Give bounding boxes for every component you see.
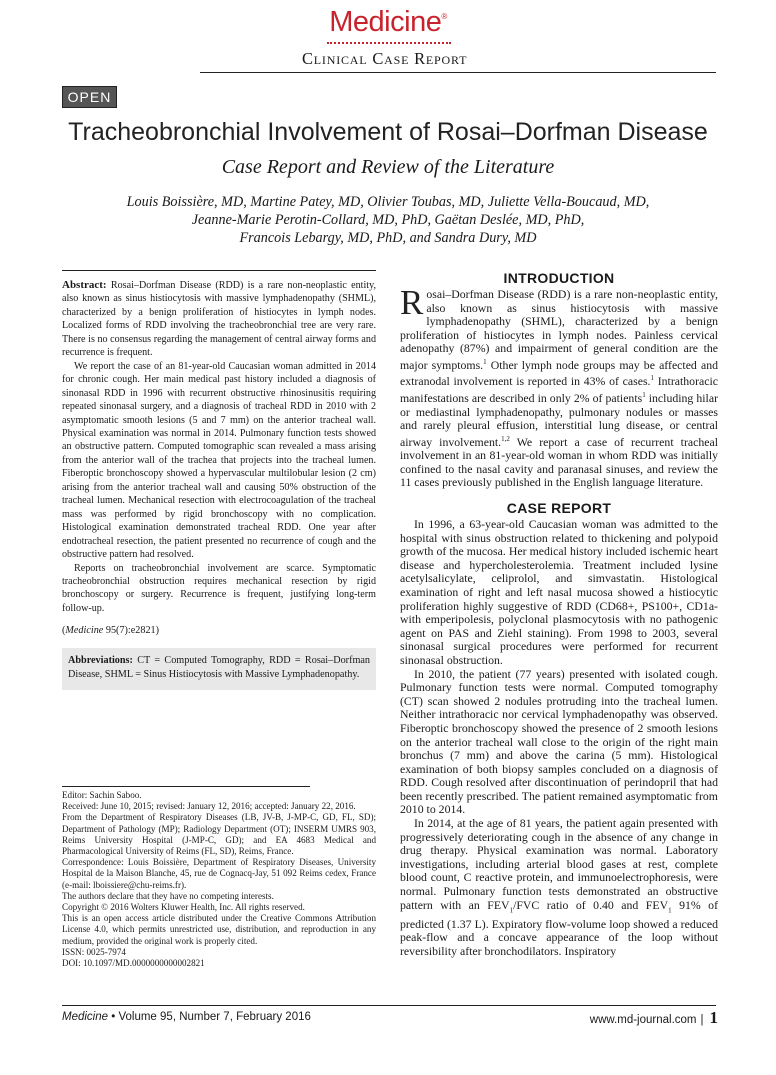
right-column xyxy=(400,270,718,958)
header-rule xyxy=(200,72,716,73)
author-list xyxy=(60,193,716,247)
open-access-badge: OPEN xyxy=(62,86,117,108)
abstract-label: Abstract: xyxy=(62,279,107,291)
issn: ISSN: 0025-7974 xyxy=(62,946,126,957)
article-subtitle: Case Report and Review of the Literature xyxy=(221,156,555,178)
abstract-paragraph: Reports on tracheobronchial involvement are scarce. Symptomatic tracheobronchial obstruction requires mechanical resection by rigid bronchoscopy or surgery. Recurrence is frequent, justifying long-term follow-up. xyxy=(62,562,376,614)
footer-citation: Medicine • Volume 95, Number 7, February 2016 xyxy=(62,1011,311,1023)
front-matter-rule xyxy=(62,786,310,787)
left-column xyxy=(62,270,376,690)
logo-dotted-underline xyxy=(327,42,451,44)
page-number: 1 xyxy=(709,1008,718,1027)
article-title: Tracheobronchial Involvement of Rosai–Dorfman Disease xyxy=(68,118,708,146)
introduction-heading: INTRODUCTION xyxy=(503,270,615,286)
abstract xyxy=(62,279,376,615)
journal-url: www.md-journal.com xyxy=(589,1014,697,1026)
abstract-paragraph: We report the case of an 81-year-old Caucasian woman admitted in 2014 for chronic cough. Her main medical past history included a diagnosis of sinonasal RDD in 1996 with recurrent obstructive rhinosinusitis requiring repeated sinonasal surgery, and a diagnosis of tracheal RDD in 2010 with 2 asymptomatic smooth lesions (5 and 7 mm) on the anterior tracheal wall. Physical examination was normal in 2014. Pulmonary function tests showed an obstructive pattern. Computed tomographic scan revealed a mass arising from the anterior wall of the trachea that projects into the tracheal lumen. Fiberoptic bronchoscopy showed a hypervascular multilobular lesion (2 cm) arising from the anterior tracheal wall and causing 50% obstruction of the tracheal lumen. Mechanical resection with electrocoagulation of the tracheal mass was performed by rigid bronchoscopy with no complication. Histological examination demonstrated tracheal RDD. One year after endotracheal resection, the patient presented no recurrence of cough and the obstructive pattern had resolved. xyxy=(62,360,376,561)
copyright: Copyright © 2016 Wolters Kluwer Health, Inc. All rights reserved. xyxy=(62,902,305,913)
footer-rule xyxy=(62,1005,716,1006)
case-paragraph: In 1996, a 63-year-old Caucasian woman was admitted to the hospital with sinus obstruction related to thickening and polypoid growth of the mucosa. Her medical history included ischemic heart disease and hypercholesterolemia. Treatment included lysine acetylsalicylate, celiprolol, and simvastatin. Histological examination of right and left nasal mucosa showed a histiocytic proliferation highly suggestive of RDD (CD68+, PS100+, CD1a- with emperipolesis, polyclonal plasmocytosis with no pathogenic agent on PAS and Ziehl staining). From 1998 to 2003, several sinonasal surgical procedures were performed for recurrent sinonasal obstruction. xyxy=(400,517,718,667)
authors-line: Louis Boissière, MD, Martine Patey, MD, Olivier Toubas, MD, Juliette Vella-Boucaud, MD, xyxy=(126,194,650,210)
received-dates: Received: June 10, 2015; revised: January 12, 2016; accepted: January 22, 2016. xyxy=(62,801,356,812)
conflict-statement: The authors declare that they have no competing interests. xyxy=(62,890,274,901)
abstract-paragraph: Abstract: Rosai–Dorfman Disease (RDD) is a rare non-neoplastic entity, also known as sinus histiocytosis with massive lymphadenopathy (SHML), characterized by a benign proliferation of histiocytes in lymph nodes. Localized forms of RDD involving the tracheobronchial tree are very rare. There is no consensus regarding the management of central airway forms and recurrence is frequent. xyxy=(62,279,376,359)
authors-line: Francois Lebargy, MD, PhD, and Sandra Dury, MD xyxy=(239,230,537,246)
introduction-body xyxy=(400,283,718,490)
abbreviations-label: Abbreviations: xyxy=(68,655,133,667)
drop-cap: R xyxy=(400,283,424,322)
journal-logo: Medicine® xyxy=(329,6,447,38)
editor-note: Editor: Sachin Saboo. xyxy=(62,790,142,800)
section-label: Clinical Case Report xyxy=(302,49,468,68)
footer-right: www.md-journal.com | 1 xyxy=(589,1008,718,1027)
case-paragraph: In 2014, at the age of 81 years, the patient again presented with progressively deteriorating cough in the absence of any change in drug therapy. Physical examination was normal. Laboratory investigations, including arterial blood gases at rest, complete blood count, C reactive protein, and immunoelectrophoresis, were normal. Pulmonary function tests demonstrated an obstructive pattern with an $FEV_1$/FVC ratio of 0.40 and $FEV_1$ 91% of predicted (1.37 L). Expiratory flow-volume loop showed a reduced peak-flow and a concave appearance of the loop without reversibility after bronchodilators. Inspiratory xyxy=(400,816,718,958)
correspondence: Correspondence: Louis Boissière, Department of Respiratory Diseases, University Hospital de la Maison Blanche, 45, rue de Cognacq-Jay, 51 092 Reims cedex, France (e-mail: lboissiere@chu-reims.fr). xyxy=(62,857,376,890)
abstract-rule xyxy=(62,270,376,271)
introduction-paragraph: Rosai–Dorfman Disease (RDD) is a rare non-neoplastic entity, also known as sinus histiocytosis with massive lymphadenopathy (SHML), characterized by a benign proliferation of histiocytes in lymph nodes. Painless cervical adenopathy (87%) and impairment of general condition are the major symptoms.$^1$ Other lymph node groups may be affected and extranodal involvement is reported in 43% of cases.$^1$ Intrathoracic manifestations are described in only 2% of patients$^1$ including hilar or mediastinal lymphadenopathy, pulmonary nodules or masses and rarely pleural effusion, interstitial lung disease, or central airway involvement.$^{1,2}$ We report a case of recurrent tracheal involvement in an 81-year-old woman in whom RDD was initially confined to the nasal cavity and paranasal sinuses, and review the 11 cases previously published in the English language literature. xyxy=(400,283,718,490)
case-paragraph: In 2010, the patient (77 years) presented with isolated cough. Pulmonary function tests were normal. Computed tomography (CT) scan showed 2 nodules protruding into the tracheal lumen. Neither intrathoracic nor cervical lymphadenopathy was observed. Fiberoptic bronchoscopy showed the presence of 2 smooth lesions on the anterior tracheal wall close to the origin of the right main bronchus (7 mm) and above the carina (5 mm). Histological examination of both biopsy samples concluded on a diagnosis of RDD. Cough resolved after discontinuation of perindopril that had been recently prescribed. The patient remained asymptomatic from 2010 to 2014. xyxy=(400,666,718,817)
front-matter xyxy=(62,786,376,969)
abbreviations-box: Abbreviations: CT = Computed Tomography, RDD = Rosai–Dorfman Disease, SHML = Sinus Histiocytosis with Massive Lymphadenopathy. xyxy=(62,648,376,689)
license: This is an open access article distributed under the Creative Commons Attribution License 4.0, which permits unrestricted use, distribution, and reproduction in any medium, provided the original work is properly cited. xyxy=(62,913,376,946)
case-report-heading: CASE REPORT xyxy=(506,500,612,516)
doi: DOI: 10.1097/MD.0000000000002821 xyxy=(62,958,205,969)
citation: (Medicine 95(7):e2821) xyxy=(62,625,160,637)
affiliations: From the Department of Respiratory Diseases (LB, JV-B, J-MP-C, GD, FL, SD); Department of Pathology (MP); Radiology Department (OT); INSERM UMRS 903, Reims University Hospital (J-MP-C, GD); and EA 4683 Medical and Pharmacological University of Reims (FL, SD), Reims, France. xyxy=(62,812,376,857)
case-report-body xyxy=(400,518,718,958)
authors-line: Jeanne-Marie Perotin-Collard, MD, PhD, Gaëtan Deslée, MD, PhD, xyxy=(191,212,585,228)
